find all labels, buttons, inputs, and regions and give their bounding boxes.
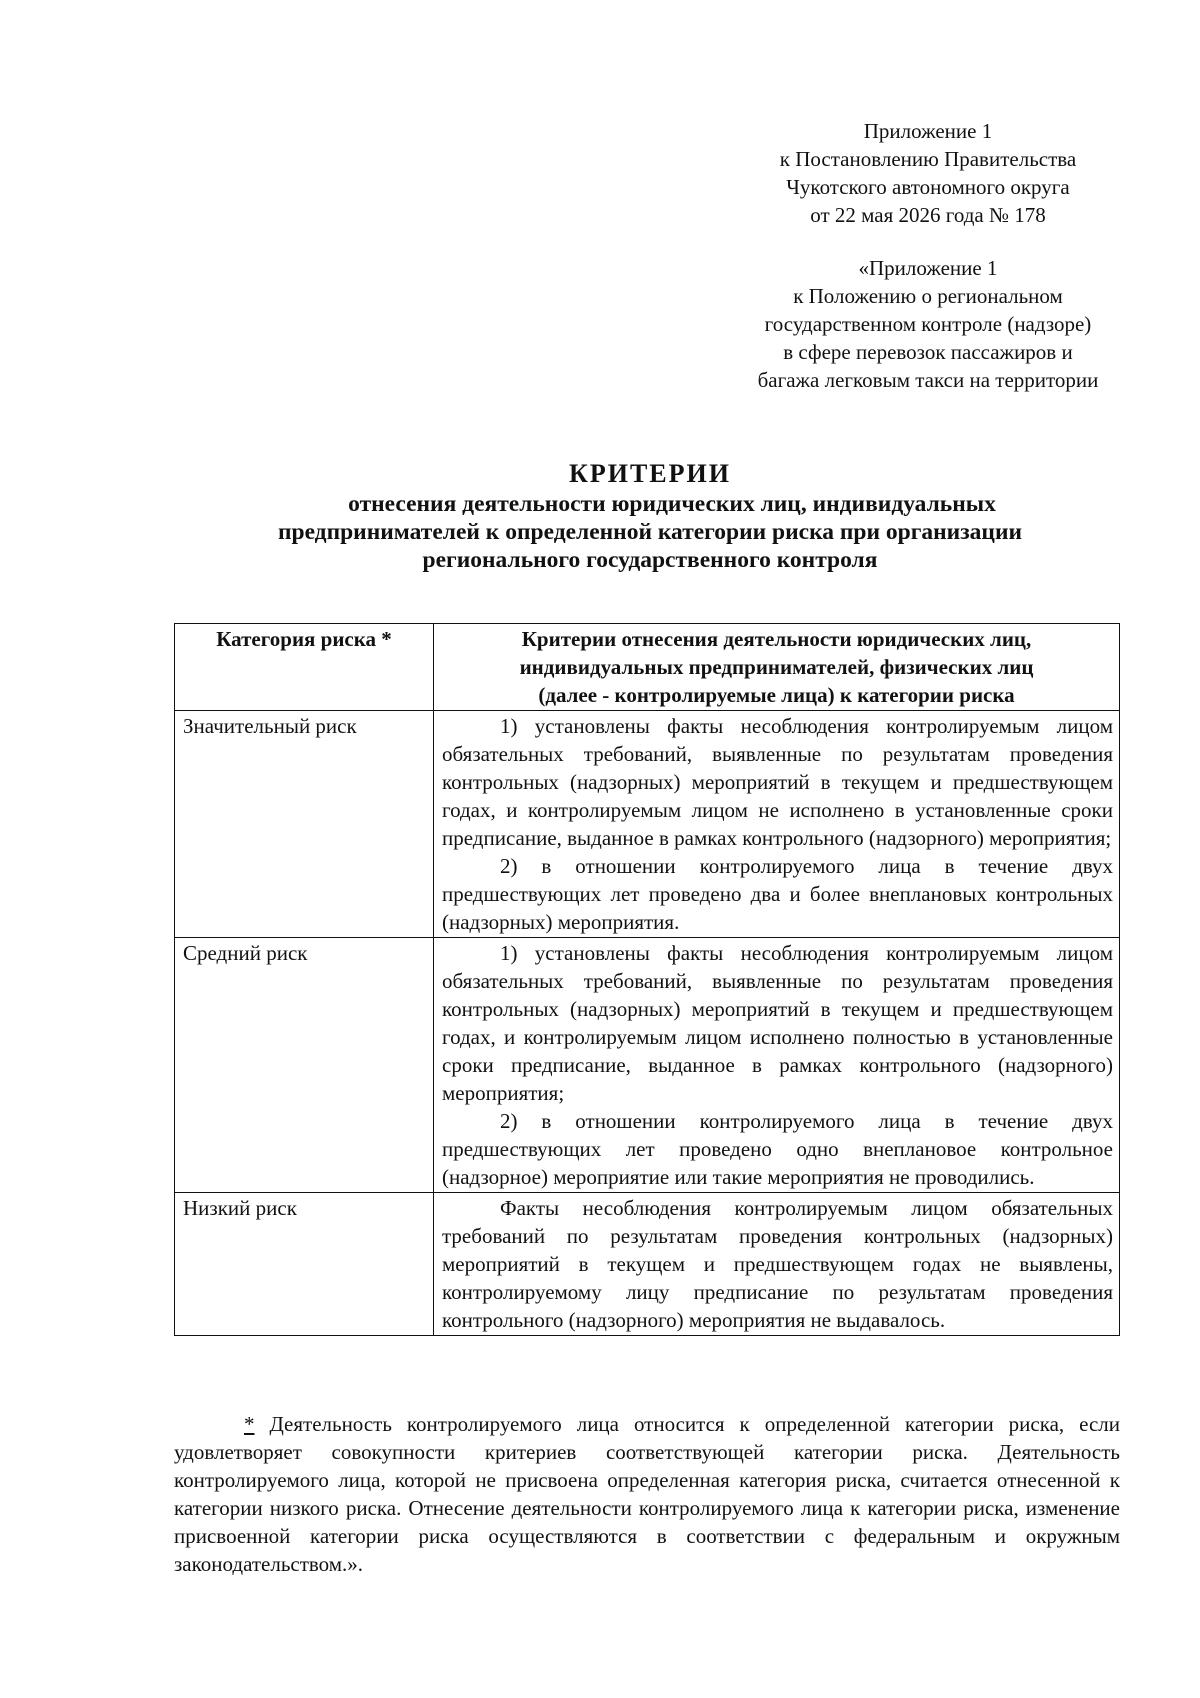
criteria-paragraph: 1) установлены факты несоблюдения контролируемым лицом обязательных требований, выявленные по результатам проведения контрольных (надзорных) мероприятий в текущем и предшествующем годах, и контролируемым лицом исполнено полностью в установленные сроки предписание, выданное в рамках контрольного (надзорного) мероприятия; bbox=[442, 941, 1113, 1105]
criteria-paragraph: 2) в отношении контролируемого лица в течение двух предшествующих лет проведено одно внеплановое контрольное (надзорное) мероприятие или такие мероприятия не проводились. bbox=[442, 1109, 1113, 1189]
appendix-line: Чукотского автономного округа bbox=[786, 175, 1070, 199]
footnote-marker: * bbox=[244, 1412, 255, 1436]
quoted-appendix-line: в сфере перевозок пассажиров и bbox=[783, 340, 1073, 364]
footnote-text: Деятельность контролируемого лица относится к определенной категории риска, если удовлетворяет совокупности критериев соответствующей категории риска. Деятельность контролируемого лица, которой не присвоена определенная категория риска, считается отнесенной к категории низкого риска. Отнесение деятельности контролируемого лица к категории риска, изменение присвоенной категории риска осуществляются в соответствии с федеральным и окружным законодательством.». bbox=[174, 1412, 1120, 1576]
title-sub-line: предпринимателей к определенной категории риска при организации bbox=[277, 519, 1023, 545]
category-cell: Средний риск bbox=[175, 938, 434, 1193]
title-main: КРИТЕРИИ bbox=[569, 459, 731, 488]
criteria-paragraph: 1) установлены факты несоблюдения контролируемым лицом обязательных требований, выявленные по результатам проведения контрольных (надзорных) мероприятий в текущем и предшествующем годах, и контролируемым лицом не исполнено в установленные сроки предписание, выданное в рамках контрольного (надзорного) мероприятия; bbox=[442, 714, 1113, 850]
criteria-paragraph: Факты несоблюдения контролируемым лицом обязательных требований по результатам проведения контрольных (надзорных) мероприятий в текущем и предшествующем годах не выявлены, контролируемому лицу предписание по результатам проведения контрольного (надзорного) мероприятия не выдавалось. bbox=[442, 1196, 1113, 1332]
category-cell: Значительный риск bbox=[175, 711, 434, 938]
criteria-cell bbox=[434, 938, 1120, 1193]
quoted-appendix-line: государственном контроле (надзоре) bbox=[764, 312, 1092, 336]
quoted-appendix-block bbox=[718, 254, 1138, 394]
appendix-line: Приложение 1 bbox=[863, 119, 993, 143]
header-criteria bbox=[434, 624, 1120, 711]
criteria-cell bbox=[434, 711, 1120, 938]
table-header-row bbox=[175, 624, 1120, 711]
title-subtitle bbox=[150, 490, 1150, 574]
header-criteria-line: (далее - контролируемые лица) к категории риска bbox=[538, 683, 1015, 707]
criteria-paragraph: 2) в отношении контролируемого лица в течение двух предшествующих лет проведено два и более внеплановых контрольных (надзорных) мероприятия. bbox=[442, 854, 1113, 934]
quoted-appendix-line: к Положению о региональном bbox=[793, 284, 1063, 308]
table-row bbox=[175, 938, 1120, 1193]
appendix-line: от 22 мая 2026 года № 178 bbox=[810, 203, 1046, 227]
criteria-cell bbox=[434, 1193, 1120, 1336]
document-title bbox=[150, 458, 1150, 574]
footnote bbox=[174, 1410, 1120, 1578]
quoted-appendix-line: багажа легковым такси на территории bbox=[757, 368, 1099, 392]
header-category: Категория риска * bbox=[175, 624, 434, 711]
category-cell: Низкий риск bbox=[175, 1193, 434, 1336]
criteria-table bbox=[174, 623, 1120, 1336]
header-criteria-line: Критерии отнесения деятельности юридических лиц, bbox=[521, 627, 1032, 651]
header-criteria-line: индивидуальных предпринимателей, физических лиц bbox=[519, 655, 1034, 679]
quoted-appendix-line: «Приложение 1 bbox=[858, 256, 998, 280]
table-row bbox=[175, 1193, 1120, 1336]
table-row bbox=[175, 711, 1120, 938]
appendix-line: к Постановлению Правительства bbox=[779, 147, 1077, 171]
title-sub-line: отнесения деятельности юридических лиц, индивидуальных bbox=[348, 491, 996, 517]
appendix-block bbox=[738, 117, 1118, 229]
title-sub-line: регионального государственного контроля bbox=[422, 547, 878, 573]
